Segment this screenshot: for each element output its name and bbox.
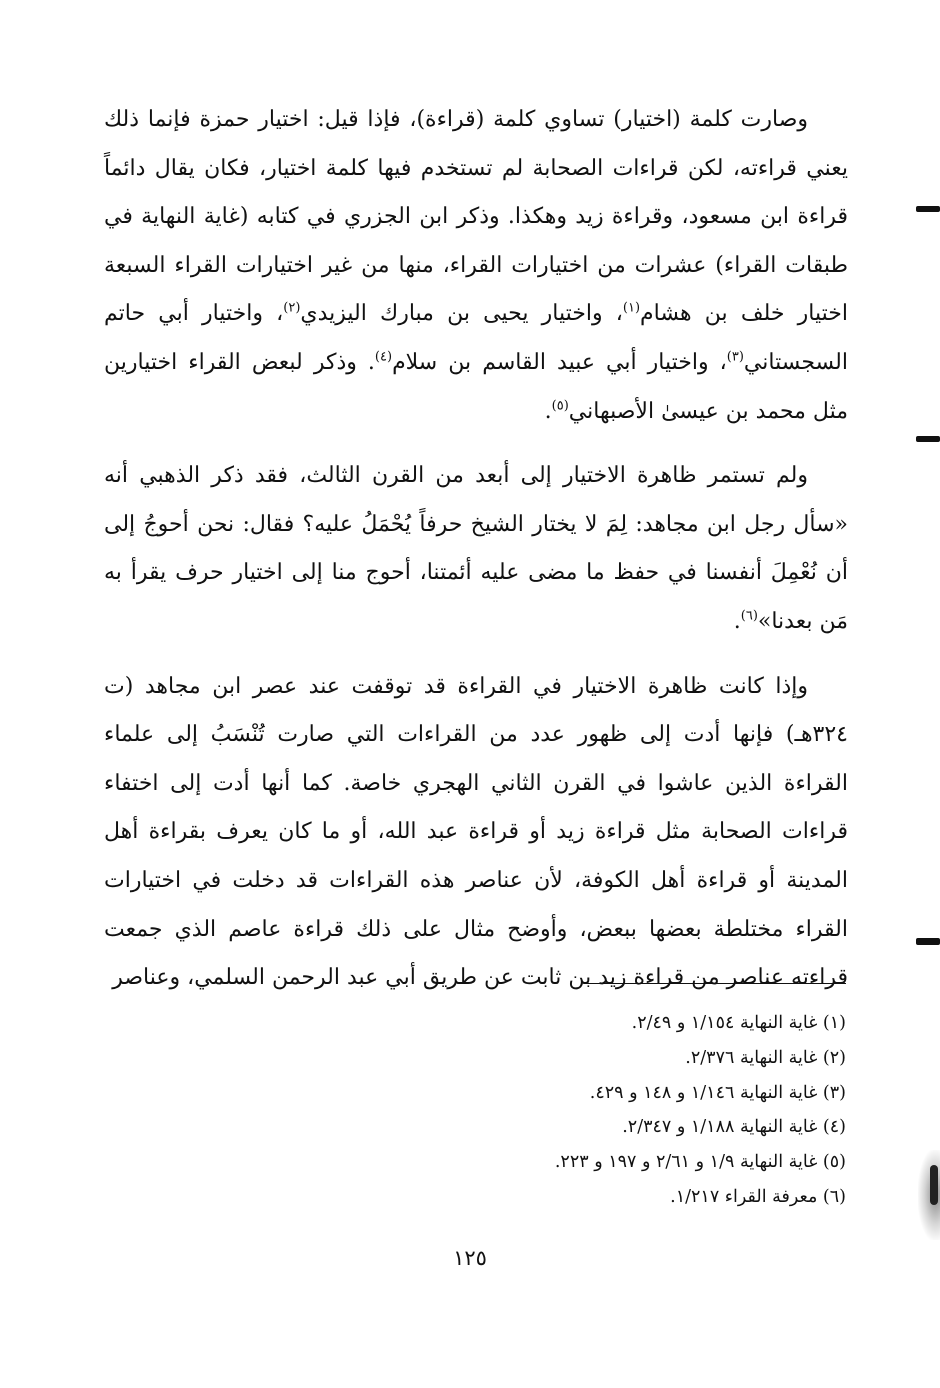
footnote-6: (٦) معرفة القراء ١/٢١٧. bbox=[670, 1186, 846, 1207]
page-number: ١٢٥ bbox=[453, 1246, 487, 1270]
text-line: قراءته عناصر من قراءة زيد بن ثابت عن طريق أبي عبد الرحمن السلمي، وعناصر bbox=[112, 965, 848, 991]
text-line: ، واختيار أبي عبيد القاسم بن سلام bbox=[392, 349, 727, 375]
scan-margin-mark bbox=[916, 436, 940, 442]
text-line: لبعض القراء اختيارين مثل محمد بن عيسىٰ الأصبهاني bbox=[104, 349, 848, 424]
footnote-ref-4[interactable]: (٤) bbox=[374, 349, 393, 365]
text-line: ذلك يعني قراءته، لكن قراءات الصحابة لم تستخدم فيها كلمة اختيار، فكان bbox=[104, 107, 849, 181]
footnote-ref-3[interactable]: (٣) bbox=[726, 349, 744, 365]
text-line: ٣٢٤هـ) فإنها أدت إلى ظهور عدد من القراءات التي صارت تُنْسَبُ إلى علماء bbox=[104, 722, 848, 748]
text-line: المدينة أو قراءة أهل الكوفة، لأن عناصر هذه القراءات قد دخلت في اختيارات bbox=[104, 867, 848, 893]
footnote-ref-5[interactable]: (٥) bbox=[551, 398, 569, 414]
text-line: وصارت كلمة (اختيار) تساوي كلمة (قراءة)، فإذا قيل: اختيار حمزة فإنما bbox=[147, 107, 809, 132]
footnote-ref-1[interactable]: (١) bbox=[622, 301, 641, 317]
text-line: وإذا كانت ظاهرة الاختيار في القراءة قد توقفت عند عصر ابن مجاهد (ت bbox=[104, 673, 808, 699]
text-line: القراءة الذين عاشوا في القرن الثاني الهجري خاصة. كما أنها أدت إلى اختفاء bbox=[104, 770, 848, 796]
footnote-4: (٤) غاية النهاية ١/١٨٨ و ٢/٣٤٧. bbox=[622, 1117, 846, 1138]
footnote-2: (٢) غاية النهاية ٢/٣٧٦. bbox=[685, 1047, 846, 1068]
text-line: القراء السبعة اختيار خلف بن هشام bbox=[104, 252, 848, 327]
text-line: واختيار أبي حاتم السجستاني bbox=[104, 301, 848, 375]
scan-edge-smudge-core bbox=[930, 1165, 938, 1205]
footnote-ref-2[interactable]: (٢) bbox=[283, 301, 301, 317]
footnotes bbox=[146, 1006, 846, 1215]
text-line: قراءات الصحابة مثل قراءة زيد أو قراءة عبد الله، أو ما كان يعرف بقراءة أهل bbox=[104, 819, 848, 845]
text-line: إلى أن نُعْمِلَ أنفسنا في حفظ ما مضى عليه أئمتنا، أحوج منا إلى اختيار حرف bbox=[104, 511, 848, 586]
text-line: ولم تستمر ظاهرة الاختيار إلى أبعد من القرن الثالث، فقد ذكر الذهبي أنه bbox=[104, 463, 808, 489]
text-line: القراء مختلطة بعضها ببعض، وأوضح مثال على ذلك قراءة عاصم الذي جمعت bbox=[104, 916, 848, 942]
text-line: . وذكر bbox=[313, 349, 375, 375]
paragraph-1 bbox=[104, 96, 848, 436]
paragraph-3 bbox=[104, 663, 848, 1003]
footnote-separator bbox=[586, 983, 846, 984]
text-line: «سأل رجل ابن مجاهد: لِمَ لا يختار الشيخ حرفاً يُحْمَلُ عليه؟ فقال: نحن أحوجُ bbox=[143, 511, 848, 537]
footnote-3: (٣) غاية النهاية ١/١٤٦ و ١٤٨ و ٤٢٩. bbox=[589, 1082, 846, 1103]
footnote-1: (١) غاية النهاية ١/١٥٤ و ٢/٤٩. bbox=[631, 1013, 846, 1033]
text-line: النهاية في طبقات القراء) عشرات من اختيارات القراء، منها من غير اختيارات bbox=[104, 204, 848, 278]
text-line: يقرأ به مَن بعدنا» bbox=[104, 560, 848, 634]
scan-margin-mark bbox=[916, 206, 940, 212]
paragraph-2 bbox=[104, 452, 848, 646]
text-line: . bbox=[733, 608, 741, 634]
text-line: . bbox=[544, 398, 552, 424]
text-line: ، واختيار يحيى بن مبارك اليزيدي bbox=[300, 301, 623, 327]
text-line: ، bbox=[276, 301, 284, 327]
main-text bbox=[104, 96, 848, 1003]
footnote-5: (٥) غاية النهاية ١/٩ و ٢/٦١ و ١٩٧ و ٢٢٣. bbox=[554, 1152, 846, 1173]
text-line: يقال دائماً قراءة ابن مسعود، وقراءة زيد وهكذا. وذكر ابن الجزري في كتابه (غاية bbox=[104, 155, 849, 230]
footnote-ref-6[interactable]: (٦) bbox=[740, 608, 758, 624]
scan-margin-mark bbox=[916, 938, 940, 945]
